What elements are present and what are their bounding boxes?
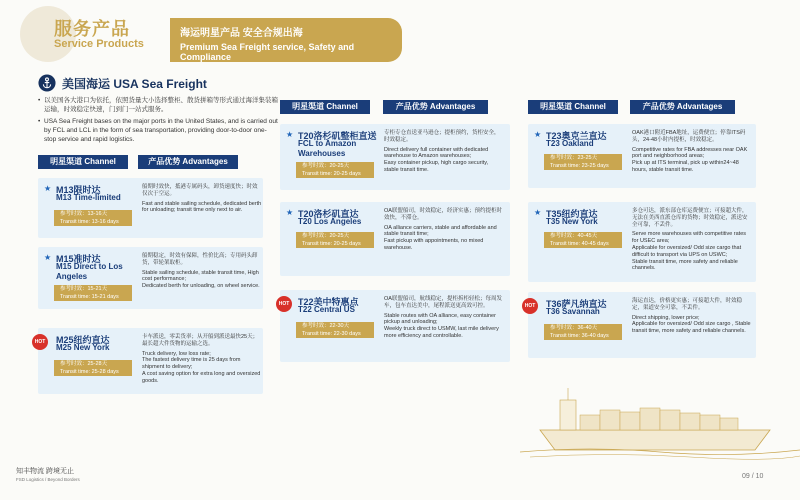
route-name-cn: M25纽约直达 [56,335,110,345]
route-name-en: M15 Direct to Los Angeles [56,262,123,281]
route-name-en: T23 Oakland [546,139,594,148]
star-icon: ★ [286,130,294,139]
route-card [280,202,510,276]
route-name-en: T35 New York [546,217,598,226]
hot-badge: HOT [32,334,48,350]
advantage-en: Stable sailing schedule, stable transit time, High cost performance; [142,269,259,283]
transit-time-cn: 参考时效：15-21天 [60,286,108,292]
tab-channel-col1: 明星渠道 Channel [38,155,128,169]
route-name-cn: M13限时达 [56,185,101,195]
advantage-cn: 船期稳定，时效有保障，性价比高；专用码头卸货，带轮架取柜。 [142,253,258,266]
route-name-cn: T36萨凡纳直达 [546,299,607,309]
advantage-en: OA alliance carriers, stable and affordable and stable transit time; [384,224,497,238]
route-advantages [142,253,262,290]
anchor-icon [38,74,56,92]
transit-time-badge [296,232,374,248]
advantage-en: Direct delivery full container with dedicated warehouse to Amazon warehouses; [384,146,489,160]
transit-time-cn: 参考时效：20-25天 [302,163,350,169]
transit-time-badge [54,360,132,376]
footer-slogan: 知丰物流 跨境无止 [16,468,74,475]
advantage-en: Pick up at ITS terminal, pick up within24~48 hours, stable transit time. [632,160,739,173]
transit-time-en: Transit time: 36-40 days [550,332,609,339]
intro-cn: • 以美国各大港口为依托，依照货量大小选择整柜、散货拼箱等形式通过海洋集装箱运输，时效稳定快速，门到门一站式服务。 [38,96,278,114]
advantage-en: Dedicated berth for unloading, on wheel service. [142,283,260,290]
section-title-text: 美国海运 USA Sea Freight [62,76,207,91]
transit-time-cn: 参考时效：36-40天 [550,325,598,331]
transit-time-badge [54,285,132,301]
footer-company: FSD Logistics / Beyond Borders [16,477,80,482]
route-advantages [142,334,262,385]
transit-time-en: Transit time: 40-45 days [550,240,609,247]
advantage-en: Stable transit time, more safety and reliable channels. [632,258,738,272]
banner-cn: 海运明星产品 安全合规出海 [180,28,303,39]
header-banner [170,18,402,62]
advantage-en: Direct shipping, lower price; [632,314,700,321]
advantage-en: Easy container pickup, high cargo security, stable transit time. [384,160,489,173]
transit-time-en: Transit time: 25-28 days [60,368,119,375]
transit-time-badge [544,324,622,340]
transit-time-en: Transit time: 15-21 days [60,293,119,300]
cargo-ship-illustration [520,360,800,460]
page-title-en: Service Products [54,38,144,50]
route-card [34,328,263,394]
advantage-en: Competitive rates for FBA addresses near OAK port and neighborhood areas; [632,146,748,160]
section-intro [38,96,278,147]
page-number: 09 / 10 [742,473,764,480]
route-advantages [632,208,752,272]
advantage-en: A cost saving option for extra long and oversized goods. [142,370,261,384]
star-icon: ★ [286,208,294,217]
tab-advantages-col2: 产品优势 Advantages [383,100,488,114]
advantage-en: Truck delivery, low loss rate; [142,350,211,357]
route-name-en: T20 Los Angeles [298,217,362,226]
transit-time-badge [544,232,622,248]
route-card [38,247,263,309]
route-name-cn: T20洛杉矶整柜直送 [298,131,377,141]
transit-time-cn: 参考时效：20-25天 [302,233,350,239]
route-name-en: T22 Central US [298,305,355,314]
advantage-cn: 海运直达，价格更实惠；可接超大件，时效稳定，渠道安全可靠，不丢件。 [632,298,743,311]
advantage-en: Weekly truck direct to USMW, last mile delivery more efficiency and controllable. [384,326,499,339]
transit-time-cn: 参考时效：13-16天 [60,211,108,217]
route-name-cn: T35纽约直达 [546,209,598,219]
advantage-cn: OA联盟船司，航线稳定，提柜拆柜轻松；每周发车，包车直达美中，尾程派送更高效可控。 [384,296,502,309]
route-name-cn: T23奥克兰直达 [546,131,607,141]
transit-time-en: Transit time: 20-25 days [302,170,361,177]
advantage-en: The fastest delivery time is 25 days from shipment to delivery; [142,357,241,371]
tab-advantages-col3: 产品优势 Advantages [630,100,735,114]
route-advantages [384,296,504,340]
route-card [280,290,510,362]
tab-channel-col3: 明星渠道 Channel [528,100,618,114]
transit-time-badge [296,322,374,338]
route-name-en: FCL to Amazon Warehouses [298,139,357,158]
tab-advantages-col1: 产品优势 Advantages [138,155,238,169]
tab-channel-col2: 明星渠道 Channel [280,100,370,114]
transit-time-en: Transit time: 20-25 days [302,240,361,247]
transit-time-en: Transit time: 23-25 days [550,162,609,169]
transit-time-en: Transit time: 22-30 days [302,330,361,337]
advantage-en: Serve more warehouses with competitive rates for USEC area; [632,231,747,245]
intro-en: • USA Sea Freight bases on the major ports in the United States, and is carried out by FCL and LCL in the form of sea transportation, providing door-to-door one-stop service and rapid logistics. [38,117,278,144]
route-card [528,124,756,188]
route-advantages [384,130,504,174]
advantage-cn: OA联盟船司，时效稳定，经济实惠；预约提柜时效快，不滞仓。 [384,208,502,221]
hot-badge: HOT [522,298,538,314]
transit-time-badge [296,162,374,178]
transit-time-cn: 参考时效：40-45天 [550,233,598,239]
hot-badge: HOT [276,296,292,312]
transit-time-badge [544,154,622,170]
route-advantages [632,298,752,335]
banner-en: Premium Sea Freight service, Safety and Compliance [180,42,355,62]
route-name-en: M25 New York [56,343,110,352]
route-name-en: T36 Savannah [546,307,600,316]
advantage-cn: 专柜专仓直送亚马逊仓；提柜预约，货柜安全，时效稳定。 [384,130,500,143]
route-advantages [384,208,504,252]
advantage-en: Stable routes with OA alliance, easy container pickup and unloading; [384,312,496,326]
route-advantages [142,184,262,214]
transit-time-cn: 参考时效：22-30天 [302,323,350,329]
transit-time-en: Transit time: 13-16 days [60,218,119,225]
route-card [524,292,756,358]
route-name-cn: T22美中特惠点 [298,297,359,307]
transit-time-badge [54,210,132,226]
route-card [280,124,510,190]
route-name-cn: M15准时达 [56,254,101,264]
star-icon: ★ [534,208,542,217]
advantage-en: Applicable for oversized/ Odd size cargo , Stable transit time, more safety and reliable channels. [632,321,751,335]
transit-time-cn: 参考时效：23-25天 [550,155,598,161]
route-card [528,202,756,282]
star-icon: ★ [534,130,542,139]
advantage-cn: 船期时效快，抵港专属码头，卸货速度快；时效仅次于空运。 [142,184,258,197]
route-card [38,178,263,238]
star-icon: ★ [44,184,52,193]
route-name-cn: T20洛杉矶直达 [298,209,359,219]
section-title [38,74,207,92]
advantage-en: Fast and stable sailing schedule, dedicated berth for unloading; transit time only next to air. [142,200,262,214]
advantage-cn: 多仓可达，派东部仓库运费便宜；可接超大件，无法在美西直派仓库的货物；时效稳定，派送安全可靠，不丢件。 [632,208,748,228]
advantage-en: Applicable for oversized/ Odd size cargo that difficult to transport via UPS on USWC; [632,244,742,258]
route-advantages [632,130,752,174]
star-icon: ★ [44,253,52,262]
advantage-en: Fast pickup with appointments, no mixed warehouse. [384,238,484,251]
transit-time-cn: 参考时效：25-28天 [60,361,108,367]
page-title-cn: 服务产品 [54,19,130,39]
advantage-cn: 卡车派送，零丢货率；从开船到派送最快25天；最长超大件货物的运输之选。 [142,334,259,347]
route-name-en: M13 Time-limited [56,193,121,202]
advantage-cn: OAK港口附近FBA地址，运费便宜；停靠ITS码头，24-48小时内提柜，时效稳定。 [632,130,746,143]
